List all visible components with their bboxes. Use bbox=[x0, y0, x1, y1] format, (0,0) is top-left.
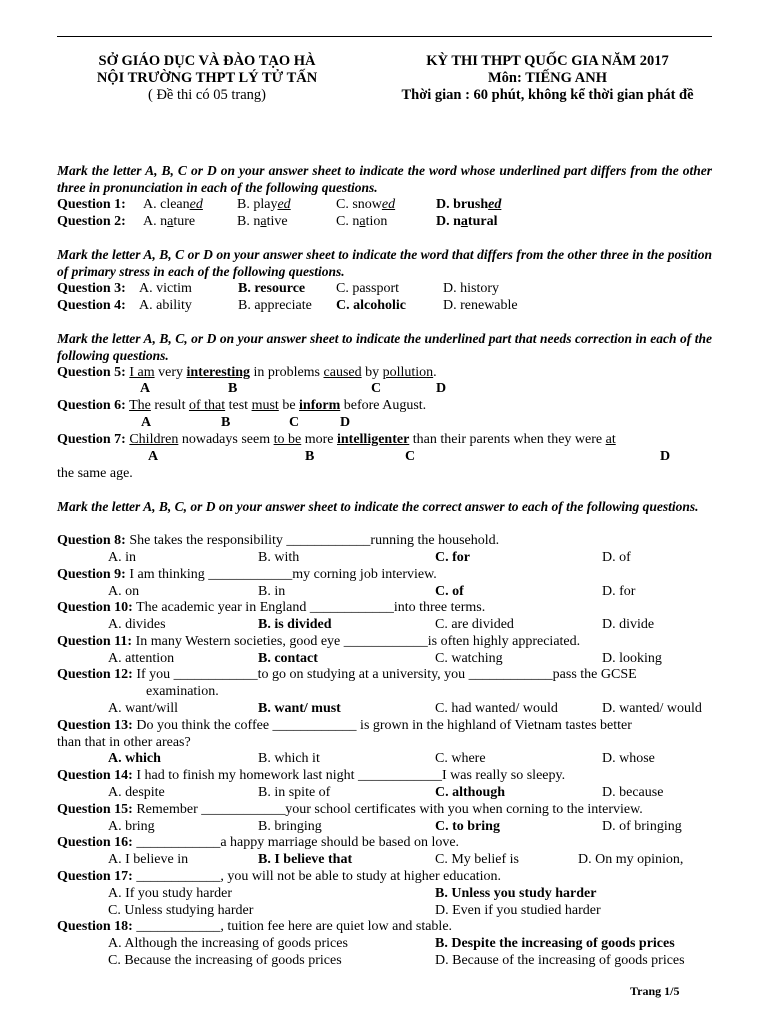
q7-continuation: the same age. bbox=[57, 466, 133, 481]
section2-instruction: Mark the letter A, B, C or D on your answer sheet to indicate the word that differs from the other three in the position of primary stress in each of the following questions. bbox=[57, 247, 712, 279]
q1-option-a: A. cleaned bbox=[143, 197, 203, 212]
q3-option-b: B. resource bbox=[238, 281, 306, 296]
q10-option-a: A. divides bbox=[108, 617, 166, 632]
q2-option-c: C. nation bbox=[336, 214, 388, 229]
q11-option-a: A. attention bbox=[108, 651, 175, 666]
q17-option-a: A. If you study harder bbox=[108, 886, 233, 901]
time-note: Thời gian : 60 phút, không kể thời gian phát đề bbox=[401, 87, 694, 103]
q12-option-c: C. had wanted/ would bbox=[435, 701, 558, 716]
school-dept: SỞ GIÁO DỤC VÀ ĐÀO TẠO HÀ bbox=[98, 53, 316, 69]
q7-label-a: A bbox=[148, 449, 159, 464]
q15-option-c: C. to bring bbox=[435, 819, 500, 834]
header-right bbox=[380, 53, 715, 104]
q11-option-b: B. contact bbox=[258, 651, 318, 666]
q17-option-b: B. Unless you study harder bbox=[435, 886, 597, 901]
q1-option-c: C. snowed bbox=[336, 197, 396, 212]
question-18: Question 18: ____________, tuition fee here are quiet low and stable. bbox=[57, 919, 453, 934]
question-10: Question 10: The academic year in England ____________into three terms. bbox=[57, 600, 486, 615]
question-5: Question 5: I am very interesting in problems caused by pollution. bbox=[57, 365, 437, 380]
q13-option-b: B. which it bbox=[258, 751, 320, 766]
school-name: NỘI TRƯỜNG THPT LÝ TỬ TẤN bbox=[96, 70, 318, 86]
question-15: Question 15: Remember ____________your school certificates with you when corning to the interview. bbox=[57, 802, 643, 817]
q17-option-d: D. Even if you studied harder bbox=[435, 903, 601, 918]
q9-option-a: A. on bbox=[108, 584, 140, 599]
question-14: Question 14: I had to finish my homework last night ____________I was really so sleepy. bbox=[57, 768, 566, 783]
question-9: Question 9: I am thinking ____________my corning job interview. bbox=[57, 567, 437, 582]
q16-option-b: B. I believe that bbox=[258, 852, 353, 867]
top-rule bbox=[57, 36, 712, 37]
q18-option-a: A. Although the increasing of goods prices bbox=[108, 936, 348, 951]
q15-option-a: A. bring bbox=[108, 819, 155, 834]
q18-option-b: B. Despite the increasing of goods prices bbox=[435, 936, 675, 951]
q10-option-c: C. are divided bbox=[435, 617, 514, 632]
q10-option-d: D. divide bbox=[602, 617, 655, 632]
question-2: Question 2: bbox=[57, 214, 126, 229]
q3-option-d: D. history bbox=[443, 281, 499, 296]
q17-option-c: C. Unless studying harder bbox=[108, 903, 254, 918]
q4-option-b: B. appreciate bbox=[238, 298, 312, 313]
page-count-note: ( Đề thi có 05 trang) bbox=[148, 87, 266, 103]
q5-label-a: A bbox=[140, 381, 151, 396]
q14-option-a: A. despite bbox=[108, 785, 165, 800]
q9-option-d: D. for bbox=[602, 584, 636, 599]
q8-option-c: C. for bbox=[435, 550, 470, 565]
question-3: Question 3: bbox=[57, 281, 126, 296]
q8-option-a: A. in bbox=[108, 550, 136, 565]
q7-label-d: D bbox=[660, 449, 671, 464]
q5-label-b: B bbox=[228, 381, 238, 396]
header-left bbox=[57, 53, 357, 104]
exam-title: KỲ THI THPT QUỐC GIA NĂM 2017 bbox=[426, 53, 669, 69]
q12-option-a: A. want/will bbox=[108, 701, 178, 716]
q18-option-d: D. Because of the increasing of goods prices bbox=[435, 953, 685, 968]
q2-option-a: A. nature bbox=[143, 214, 196, 229]
q14-option-b: B. in spite of bbox=[258, 785, 331, 800]
q13-option-d: D. whose bbox=[602, 751, 655, 766]
subject: Môn: TIẾNG ANH bbox=[488, 70, 607, 86]
q5-label-d: D bbox=[436, 381, 447, 396]
section4-instruction: Mark the letter A, B, C, or D on your answer sheet to indicate the correct answer to each of the following questions. bbox=[57, 499, 699, 514]
section3-instruction: Mark the letter A, B, C, or D on your answer sheet to indicate the underlined part that needs correction in each of the following questions. bbox=[57, 331, 712, 363]
q8-option-b: B. with bbox=[258, 550, 300, 565]
question-1: Question 1: bbox=[57, 197, 126, 212]
q9-option-c: C. of bbox=[435, 584, 464, 599]
q9-option-b: B. in bbox=[258, 584, 286, 599]
q5-label-c: C bbox=[371, 381, 382, 396]
q7-label-b: B bbox=[305, 449, 315, 464]
question-11: Question 11: In many Western societies, good eye ____________is often highly appreciated. bbox=[57, 634, 581, 649]
question-17: Question 17: ____________, you will not be able to study at higher education. bbox=[57, 869, 502, 884]
q6-label-a: A bbox=[141, 415, 152, 430]
q13-continuation: than that in other areas? bbox=[57, 735, 191, 750]
q13-option-a: A. which bbox=[108, 751, 161, 766]
question-6: Question 6: The result of that test must be inform before August. bbox=[57, 398, 427, 413]
question-7: Question 7: Children nowadays seem to be more intelligenter than their parents when they were at bbox=[57, 432, 616, 447]
q16-option-c: C. My belief is bbox=[435, 852, 519, 867]
q7-label-c: C bbox=[405, 449, 416, 464]
q6-label-d: D bbox=[340, 415, 351, 430]
q6-label-c: C bbox=[289, 415, 300, 430]
q15-option-d: D. of bringing bbox=[602, 819, 682, 834]
q16-option-d: D. On my opinion, bbox=[578, 852, 684, 867]
q1-option-b: B. played bbox=[237, 197, 291, 212]
page-number: Trang 1/5 bbox=[630, 984, 680, 998]
q12-option-b: B. want/ must bbox=[258, 701, 341, 716]
q3-option-c: C. passport bbox=[336, 281, 399, 296]
q10-option-b: B. is divided bbox=[258, 617, 332, 632]
q16-option-a: A. I believe in bbox=[108, 852, 189, 867]
q13-option-c: C. where bbox=[435, 751, 486, 766]
q2-option-d: D. natural bbox=[436, 214, 498, 229]
q12-option-d: D. wanted/ would bbox=[602, 701, 702, 716]
section1-instruction: Mark the letter A, B, C or D on your answer sheet to indicate the word whose underlined part differs from the other three in pronunciation in each of the following questions. bbox=[57, 163, 712, 195]
question-13: Question 13: Do you think the coffee ____________ is grown in the highland of Vietnam tastes better bbox=[57, 718, 632, 733]
q4-option-c: C. alcoholic bbox=[336, 298, 406, 313]
q8-option-d: D. of bbox=[602, 550, 631, 565]
q15-option-b: B. bringing bbox=[258, 819, 322, 834]
q11-option-d: D. looking bbox=[602, 651, 662, 666]
question-4: Question 4: bbox=[57, 298, 126, 313]
q1-option-d: D. brushed bbox=[436, 197, 502, 212]
question-16: Question 16: ____________a happy marriage should be based on love. bbox=[57, 835, 460, 850]
q14-option-c: C. although bbox=[435, 785, 506, 800]
q2-option-b: B. native bbox=[237, 214, 288, 229]
q12-continuation: examination. bbox=[146, 684, 219, 699]
q11-option-c: C. watching bbox=[435, 651, 503, 666]
q4-option-d: D. renewable bbox=[443, 298, 518, 313]
q4-option-a: A. ability bbox=[139, 298, 192, 313]
question-12: Question 12: If you ____________to go on studying at a university, you ____________pass the GCSE bbox=[57, 667, 637, 682]
question-8: Question 8: She takes the responsibility ____________running the household. bbox=[57, 533, 500, 548]
q18-option-c: C. Because the increasing of goods prices bbox=[108, 953, 342, 968]
q14-option-d: D. because bbox=[602, 785, 664, 800]
q6-label-b: B bbox=[221, 415, 231, 430]
q3-option-a: A. victim bbox=[139, 281, 192, 296]
